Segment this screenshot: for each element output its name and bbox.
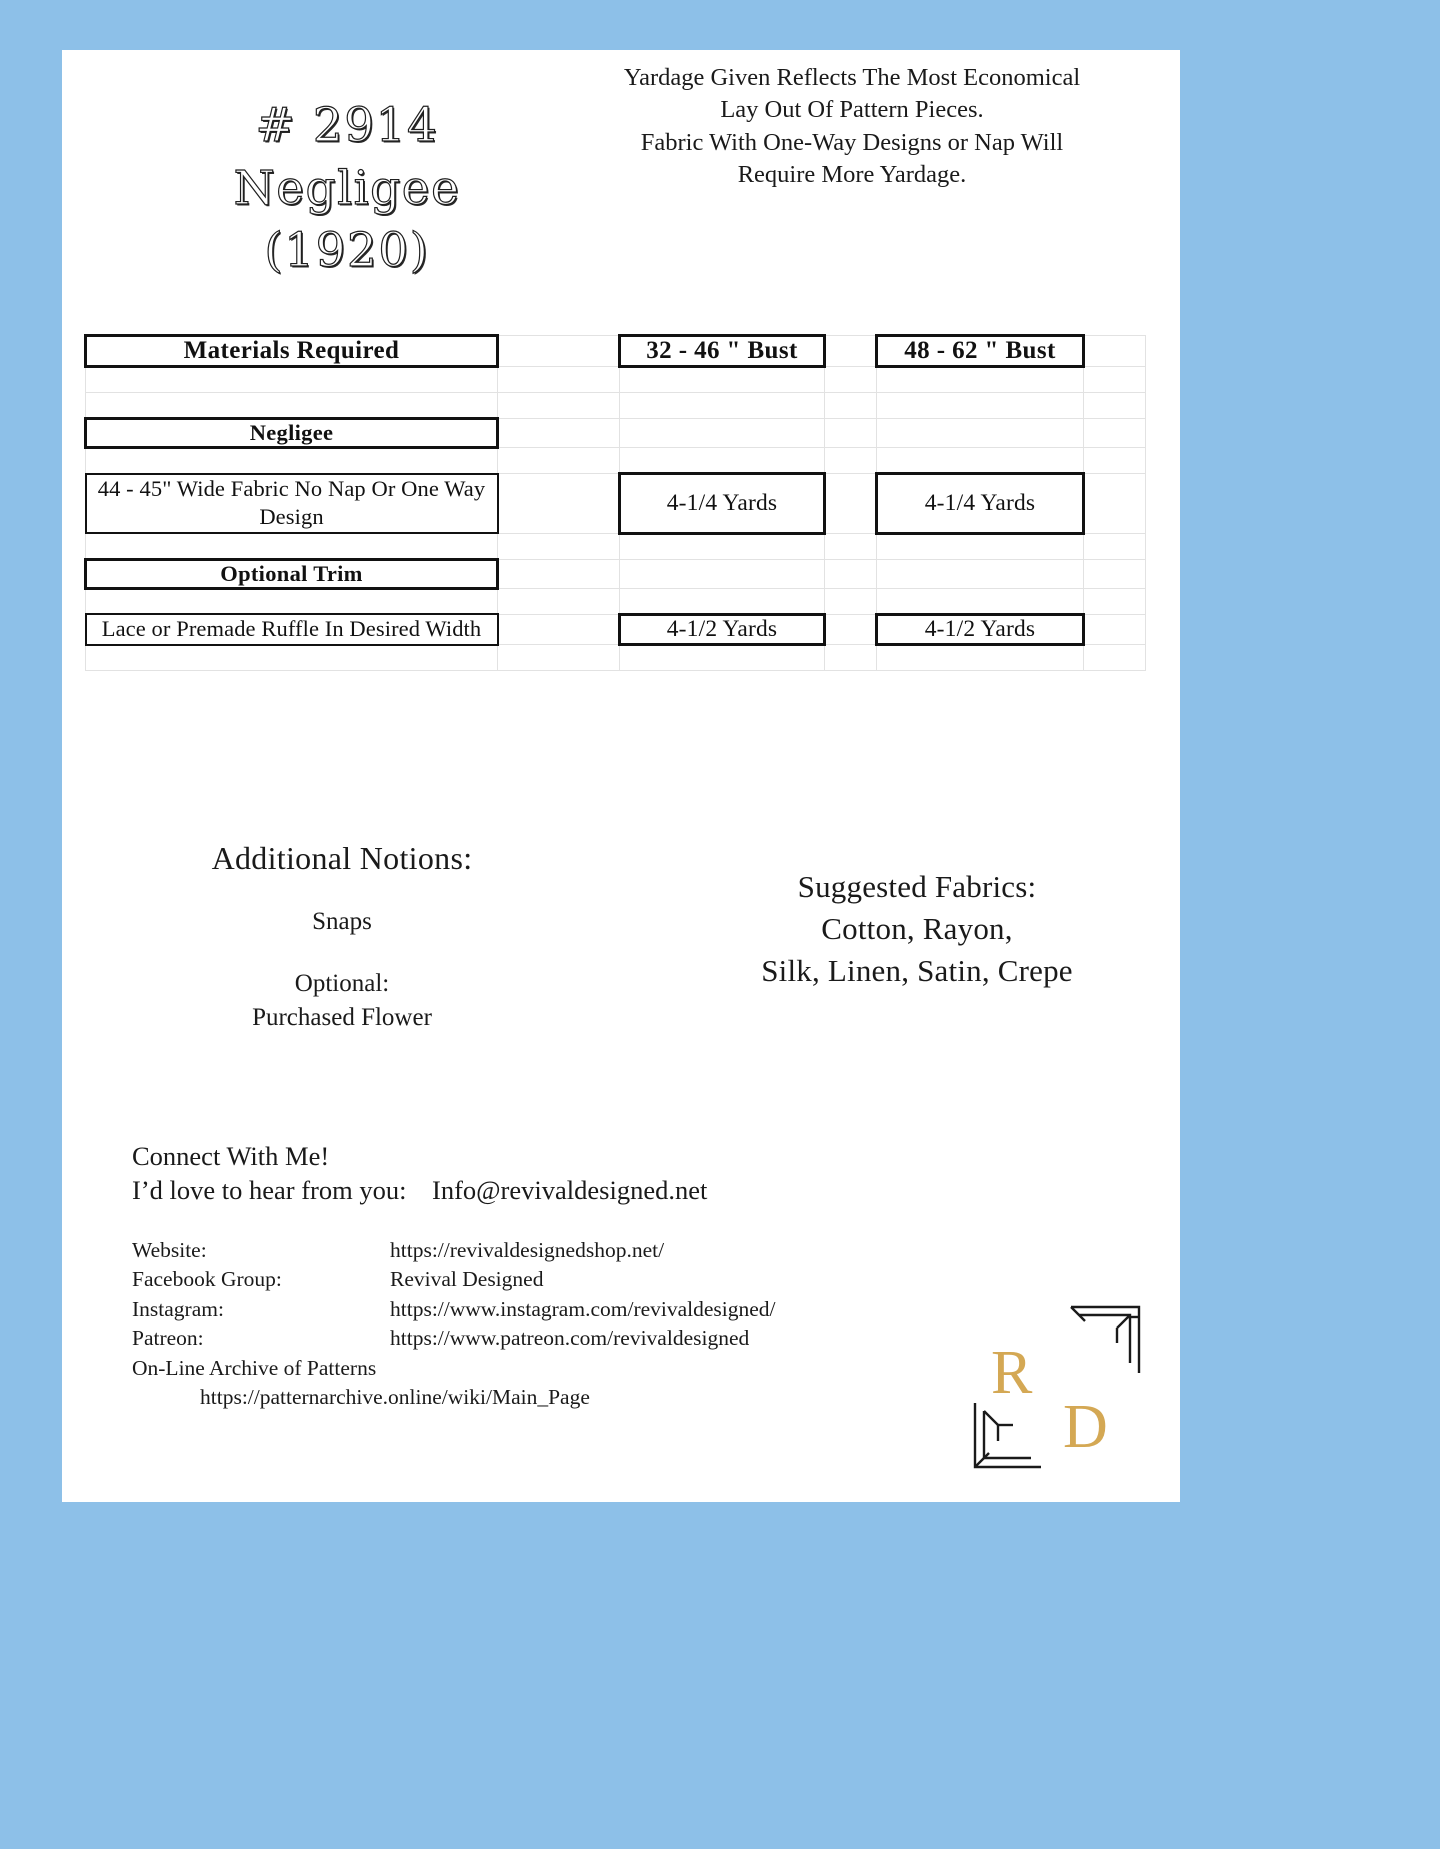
link-url-facebook[interactable]: Revival Designed [390, 1267, 544, 1292]
empty-cell [1084, 393, 1146, 419]
yardage-lace-32-46: 4-1/2 Yards [620, 614, 825, 645]
empty-cell [86, 393, 498, 419]
yardage-table-wrapper [84, 334, 1144, 671]
link-label-patreon: Patreon: [132, 1326, 204, 1351]
pattern-number: # 2914 [255, 98, 439, 153]
additional-notions-heading: Additional Notions: [211, 840, 473, 876]
empty-cell [877, 559, 1084, 588]
empty-cell [498, 367, 620, 393]
empty-cell [825, 588, 877, 614]
yardage-fabric-48-62: 4-1/4 Yards [877, 474, 1084, 534]
link-label-facebook: Facebook Group: [132, 1267, 282, 1292]
table-blank-row [86, 393, 1146, 419]
empty-cell [620, 448, 825, 474]
empty-cell [86, 448, 498, 474]
email-row [132, 1174, 1032, 1208]
section-title-negligee: Negligee [86, 419, 498, 448]
empty-cell [825, 559, 877, 588]
empty-cell [498, 419, 620, 448]
yardage-lace-48-62: 4-1/2 Yards [877, 614, 1084, 645]
empty-cell [498, 588, 620, 614]
empty-cell [498, 533, 620, 559]
empty-cell [825, 448, 877, 474]
empty-cell [877, 419, 1084, 448]
empty-cell [86, 645, 498, 671]
notion-item-purchased-flower: Purchased Flower [252, 1004, 432, 1031]
empty-cell [877, 533, 1084, 559]
suggested-fabrics-block [682, 866, 1152, 992]
empty-cell [86, 367, 498, 393]
connect-heading: Connect With Me! [132, 1141, 330, 1171]
link-label-instagram: Instagram: [132, 1296, 224, 1321]
empty-cell [825, 645, 877, 671]
yardage-note-line-4: Require More Yardage. [737, 160, 967, 188]
email-label: I’d love to hear from you: [132, 1174, 407, 1205]
table-blank-row [86, 367, 1146, 393]
empty-cell [825, 367, 877, 393]
suggested-fabrics-line-1: Cotton, Rayon, [821, 911, 1013, 947]
header-bust-48-62: 48 - 62 " Bust [877, 336, 1084, 367]
empty-cell [498, 393, 620, 419]
empty-cell [620, 419, 825, 448]
empty-cell [620, 367, 825, 393]
section-title-row-optional-trim [86, 559, 1146, 588]
material-lace-description: Lace or Premade Ruffle In Desired Width [86, 614, 498, 645]
table-blank-row [86, 588, 1146, 614]
empty-cell [1084, 367, 1146, 393]
link-url-patreon[interactable]: https://www.patreon.com/revivaldesigned [390, 1326, 750, 1351]
contact-section [132, 1140, 1032, 1413]
archive-label: On-Line Archive of Patterns [132, 1355, 377, 1380]
empty-cell [1084, 614, 1146, 645]
empty-cell [620, 533, 825, 559]
empty-cell [498, 448, 620, 474]
table-header-row [86, 336, 1146, 367]
pattern-year: (1920) [264, 223, 430, 278]
suggested-fabrics-heading: Suggested Fabrics: [797, 869, 1037, 904]
empty-cell [1084, 645, 1146, 671]
empty-cell [620, 645, 825, 671]
header-bust-32-46: 32 - 46 " Bust [620, 336, 825, 367]
empty-cell [86, 533, 498, 559]
empty-cell [825, 533, 877, 559]
empty-cell [877, 448, 1084, 474]
notions-optional-label: Optional: [294, 970, 390, 997]
yardage-note-line-3: Fabric With One-Way Designs or Nap Will [640, 128, 1064, 156]
link-row-patreon [132, 1324, 1032, 1353]
empty-cell [825, 393, 877, 419]
empty-cell [877, 588, 1084, 614]
empty-cell [1084, 533, 1146, 559]
spacer-cell [498, 336, 620, 367]
spacer-cell [825, 336, 877, 367]
empty-cell [877, 645, 1084, 671]
empty-cell [1084, 559, 1146, 588]
empty-cell [620, 393, 825, 419]
empty-cell [1084, 474, 1146, 534]
yardage-note [572, 62, 1132, 191]
empty-cell [877, 367, 1084, 393]
empty-cell [1084, 448, 1146, 474]
logo-letter-r: R [991, 1339, 1033, 1407]
link-url-instagram[interactable]: https://www.instagram.com/revivaldesigned/ [390, 1296, 776, 1321]
pattern-title-block [152, 95, 542, 283]
empty-cell [825, 614, 877, 645]
yardage-fabric-32-46: 4-1/4 Yards [620, 474, 825, 534]
empty-cell [498, 614, 620, 645]
empty-cell [825, 474, 877, 534]
empty-cell [498, 474, 620, 534]
empty-cell [620, 559, 825, 588]
empty-cell [825, 419, 877, 448]
empty-cell [86, 588, 498, 614]
notions-and-fabrics-section [62, 840, 1180, 1070]
link-row-website [132, 1236, 1032, 1265]
header-materials-required: Materials Required [86, 336, 498, 367]
notion-item-snaps: Snaps [312, 908, 372, 935]
link-label-website: Website: [132, 1237, 207, 1262]
empty-cell [498, 645, 620, 671]
document-page [62, 50, 1180, 1502]
document-header [62, 50, 1180, 285]
yardage-note-line-2: Lay Out Of Pattern Pieces. [720, 96, 984, 124]
yardage-note-line-1: Yardage Given Reflects The Most Economical [623, 64, 1081, 91]
logo-letter-d: D [1063, 1393, 1108, 1461]
table-row [86, 614, 1146, 645]
material-fabric-description: 44 - 45" Wide Fabric No Nap Or One Way Design [86, 474, 498, 534]
link-row-facebook [132, 1265, 1032, 1294]
table-blank-row [86, 645, 1146, 671]
link-url-website[interactable]: https://revivaldesignedshop.net/ [390, 1237, 665, 1262]
table-row [86, 474, 1146, 534]
suggested-fabrics-line-2: Silk, Linen, Satin, Crepe [761, 953, 1073, 989]
empty-cell [877, 393, 1084, 419]
yardage-table [84, 334, 1146, 671]
corner-bracket-top-right [1071, 1307, 1139, 1373]
revival-designed-logo [967, 1295, 1147, 1480]
archive-url[interactable]: https://patternarchive.online/wiki/Main_Page [200, 1385, 590, 1410]
table-blank-row [86, 448, 1146, 474]
corner-bracket-bottom-left [975, 1403, 1041, 1467]
section-title-optional-trim: Optional Trim [86, 559, 498, 588]
pattern-name: Negligee [233, 160, 461, 216]
email-address[interactable]: Info@revivaldesigned.net [432, 1174, 708, 1205]
link-row-instagram [132, 1295, 1032, 1324]
empty-cell [1084, 419, 1146, 448]
empty-cell [1084, 588, 1146, 614]
empty-cell [620, 588, 825, 614]
spacer-cell [1084, 336, 1146, 367]
empty-cell [498, 559, 620, 588]
section-title-row-negligee [86, 419, 1146, 448]
table-blank-row [86, 533, 1146, 559]
links-list [132, 1236, 1032, 1413]
